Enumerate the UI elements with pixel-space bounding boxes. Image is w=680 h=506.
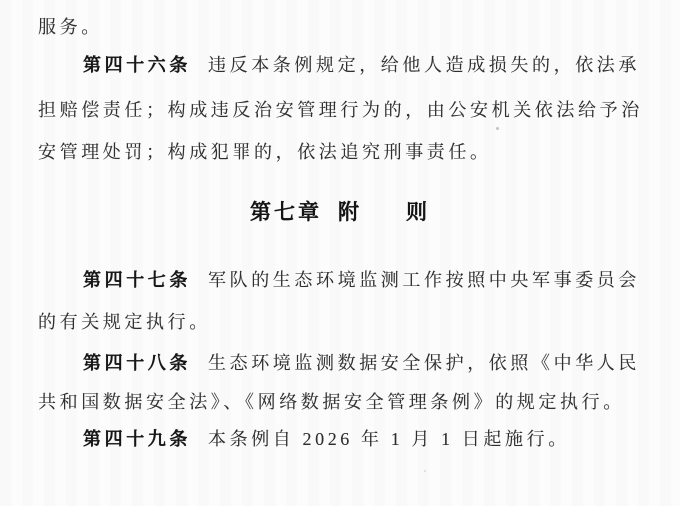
scan-artifact-speck [424, 470, 426, 472]
article-46-text-1: 违反本条例规定，给他人造成损失的，依法承 [208, 55, 640, 75]
article-49-line-1 [83, 426, 570, 452]
scan-artifact-speck [496, 127, 499, 130]
article-49-text: 本条例自 2026 年 1 月 1 日起施行。 [208, 429, 570, 449]
article-47-line-2: 的有关规定执行。 [38, 312, 211, 332]
article-48-line-1 [83, 350, 640, 376]
article-47-text-1: 军队的生态环境监测工作按照中央军事委员会 [208, 270, 640, 290]
article-48-number: 第四十八条 [83, 353, 191, 373]
chapter-title-char-2: 则 [406, 200, 430, 224]
chapter-title-char-1: 附 [338, 200, 362, 224]
article-48-line-2: 共和国数据安全法》、《网络数据安全管理条例》的规定执行。 [38, 392, 625, 412]
article-46-line-1 [83, 52, 640, 78]
chapter-7-heading [0, 196, 680, 226]
article-46-number: 第四十六条 [83, 55, 191, 75]
article-49-number: 第四十九条 [83, 429, 191, 449]
article-46-line-2: 担赔偿责任；构成违反治安管理行为的，由公安机关依法给予治 [38, 100, 643, 120]
paragraph-continuation-line: 服务。 [38, 17, 103, 37]
article-47-number: 第四十七条 [83, 270, 191, 290]
article-48-text-1: 生态环境监测数据安全保护，依照《中华人民 [208, 353, 640, 373]
article-47-line-1 [83, 267, 640, 293]
chapter-number: 第七章 [250, 200, 322, 224]
article-46-line-3: 安管理处罚；构成犯罪的，依法追究刑事责任。 [38, 142, 492, 162]
